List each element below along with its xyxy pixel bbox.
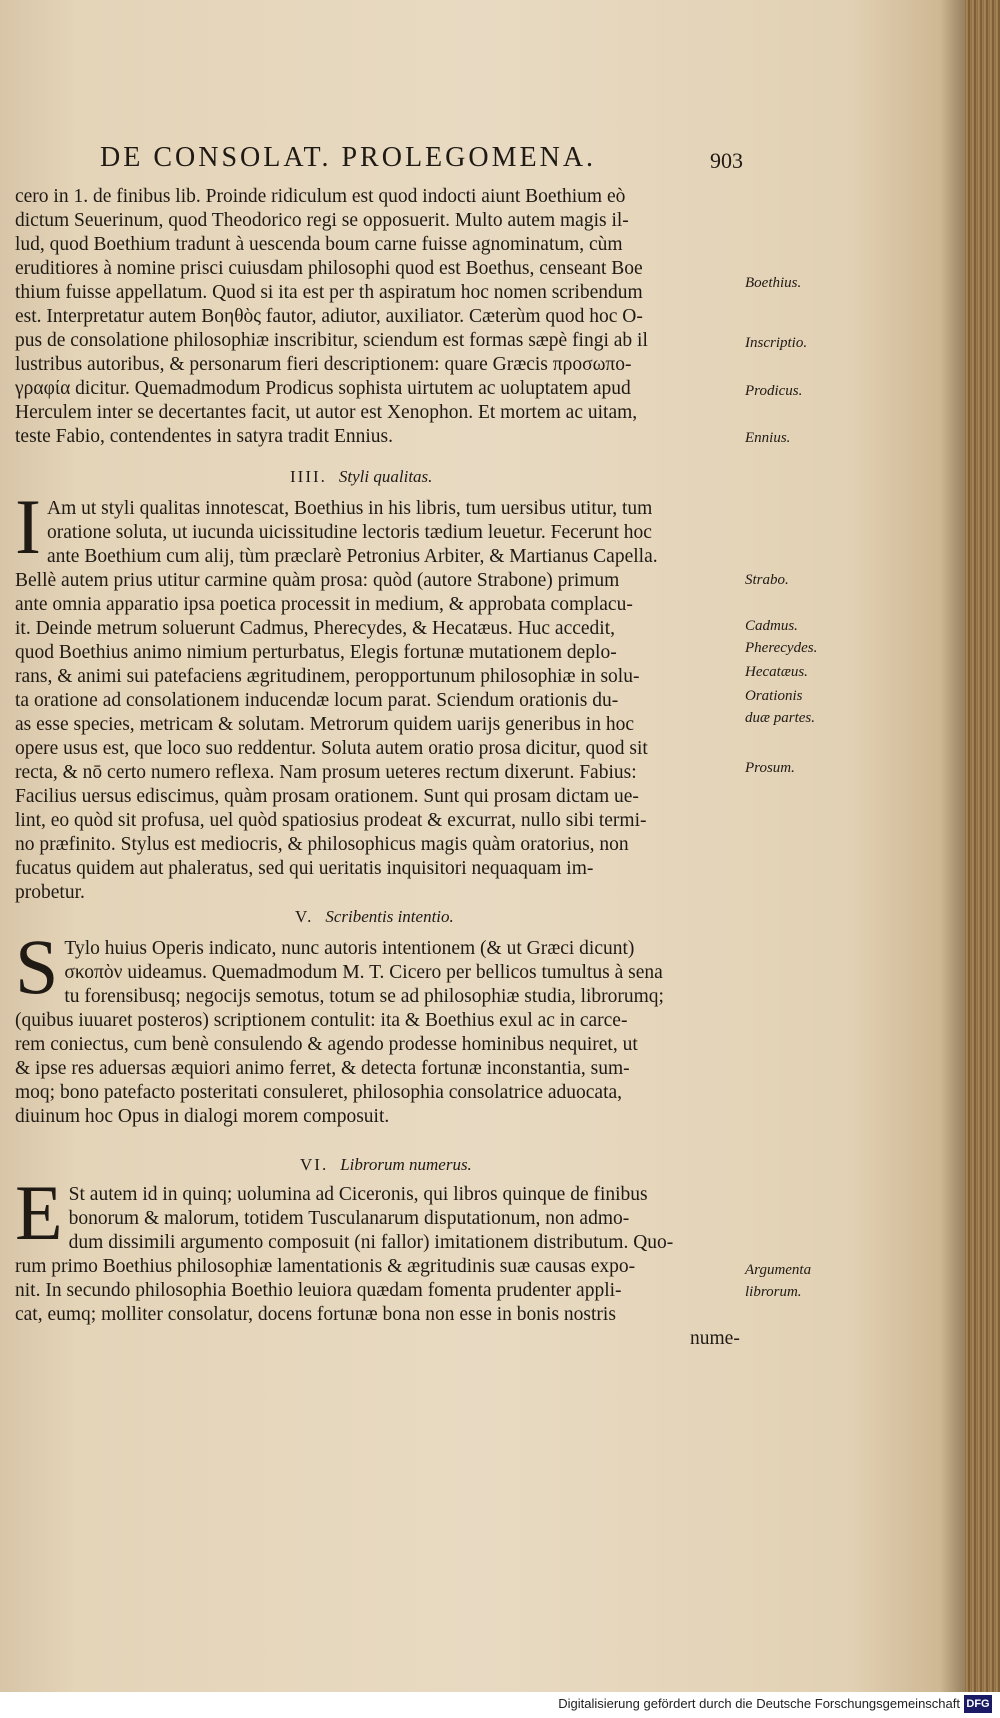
section-number: IIII. [290, 467, 327, 486]
margin-note-argumenta: Argumenta [745, 1262, 812, 1278]
section-number: V. [295, 907, 314, 926]
text-line: tu forensibusq; negocijs semotus, totum se ad philosophiæ studia, librorumq; [64, 986, 664, 1007]
margin-note-orationis: Orationis [745, 688, 803, 704]
margin-note-prosum: Prosum. [745, 760, 795, 776]
text-line: γραφία dicitur. Quemadmodum Prodicus sophista uirtutem ac uoluptatem apud [15, 378, 631, 399]
funding-credit: Digitalisierung gefördert durch die Deutsche Forschungsgemeinschaft [558, 1696, 960, 1711]
margin-note-hecataeus: Hecatæus. [745, 664, 808, 680]
text-line: rans, & animi sui patefaciens ægritudinem, peropportunum philosophiæ in solu- [15, 666, 640, 687]
text-line: ta oratione ad consolationem inducendæ locum parat. Sciendum orationis du- [15, 690, 619, 711]
margin-note-librorum: librorum. [745, 1284, 802, 1300]
text-line: dum dissimili argumento composuit (ni fallor) imitationem distributum. Quo- [68, 1232, 674, 1253]
text-line: rum primo Boethius philosophiæ lamentationis & ægritudinis suæ causas expo- [15, 1256, 636, 1277]
margin-note-strabo: Strabo. [745, 572, 789, 588]
gutter-shadow [940, 0, 965, 1692]
catchword: nume- [690, 1328, 740, 1349]
text-line: eruditiores à nomine prisci cuiusdam philosophi quod est Boethus, censeant Boe [15, 258, 643, 279]
text-line: ante omnia apparatio ipsa poetica processit in medium, & approbata complacu- [15, 594, 633, 615]
drop-cap: I [15, 483, 41, 570]
margin-note-prodicus: Prodicus. [745, 383, 803, 399]
text-line: it. Deinde metrum soluerunt Cadmus, Pherecydes, & Hecatæus. Huc accedit, [15, 618, 616, 639]
text-line: teste Fabio, contendentes in satyra tradit Ennius. [15, 426, 393, 447]
margin-note-inscriptio: Inscriptio. [745, 335, 808, 351]
text-line: moq; bono patefacto posteritati consuleret, philosophia consolatrice aduocata, [15, 1082, 623, 1103]
paragraph-scribentis-intentio [15, 923, 755, 1129]
drop-cap: E [15, 1169, 63, 1256]
text-line: dictum Seuerinum, quod Theodorico regi se opposuerit. Multo autem magis il- [15, 210, 629, 231]
text-line: lud, quod Boethium tradunt à uescenda boum carne fuisse agnominatum, cùm [15, 234, 623, 255]
text-line: recta, & nō certo numero reflexa. Nam prosum ueteres rectum dixerunt. Fabius: [15, 762, 637, 783]
section-title: Librorum numerus. [340, 1155, 472, 1174]
text-line: Facilius uersus ediscimus, quàm prosam orationem. Sunt qui prosam dictam ue- [15, 786, 639, 807]
text-line: no præfinito. Stylus est mediocris, & philosophicus magis quàm oratorius, non [15, 834, 629, 855]
text-line: oratione soluta, ut iucunda uicissitudine lectoris tædium leuetur. Fecerunt hoc [46, 522, 652, 543]
digitization-footer [0, 1692, 1000, 1718]
running-header: DE CONSOLAT. PROLEGOMENA. [100, 142, 597, 173]
dfg-logo: DFG [964, 1695, 992, 1713]
text-line: quod Boethius animo nimium perturbatus, Elegis fortunæ mutationem deplo- [15, 642, 617, 663]
page-number: 903 [710, 148, 743, 173]
margin-note-ennius: Ennius. [745, 430, 791, 446]
text-line: est. Interpretatur autem Βοηθὸς fautor, adiutor, auxiliator. Cæterùm quod hoc O- [15, 306, 643, 327]
text-line: Bellè autem prius utitur carmine quàm prosa: quòd (autore Strabone) primum [15, 570, 620, 591]
text-line: Herculem inter se decertantes facit, ut autor est Xenophon. Et mortem ac uitam, [15, 402, 638, 423]
section-heading-6 [300, 1155, 472, 1175]
text-line: Tylo huius Operis indicato, nunc autoris intentionem (& ut Græci dicunt) [64, 938, 635, 959]
drop-cap: S [15, 923, 59, 1010]
margin-note-pherecydes: Pherecydes. [745, 640, 818, 656]
paragraph-librorum-numerus [15, 1169, 755, 1327]
text-line: rem coniectus, cum benè consulendo & agendo prodesse hominibus nequiret, ut [15, 1034, 638, 1055]
text-line: as esse species, metricam & solutam. Metrorum quidem uarijs generibus in hoc [15, 714, 634, 735]
page-edges [965, 0, 1000, 1692]
text-line: cero in 1. de finibus lib. Proinde ridiculum est quod indocti aiunt Boethium eò [15, 186, 626, 207]
text-line: bonorum & malorum, totidem Tusculanarum disputationum, non admo- [68, 1208, 630, 1229]
text-line: ante Boethium cum alij, tùm præclarè Petronius Arbiter, & Martianus Capella. [46, 546, 658, 567]
margin-note-cadmus: Cadmus. [745, 618, 798, 634]
text-line: lustribus autoribus, & personarum fieri descriptionem: quare Græcis προσωπο- [15, 354, 632, 375]
text-line: σκοπὸν uideamus. Quemadmodum M. T. Cicero per bellicos tumultus à sena [64, 962, 663, 983]
section-heading-4 [290, 467, 432, 487]
text-line: thium fuisse appellatum. Quod si ita est per th aspiratum hoc nomen scribendum [15, 282, 643, 303]
section-number: VI. [300, 1155, 329, 1174]
text-line: probetur. [15, 882, 85, 903]
text-line: opere usus est, que loco suo reddentur. Soluta autem oratio prosa dicitur, quod sit [15, 738, 648, 759]
text-line: pus de consolatione philosophiæ inscribitur, sciendum est formas sæpè fingi ab il [15, 330, 648, 351]
section-title: Styli qualitas. [338, 467, 433, 486]
text-line: diuinum hoc Opus in dialogi morem composuit. [15, 1106, 390, 1127]
text-line: (quibus iuuaret posteros) scriptionem contulit: ita & Boethius exul ac in carce- [15, 1010, 628, 1031]
text-line: cat, eumq; molliter consolatur, docens fortunæ bona non esse in bonis nostris [15, 1304, 616, 1325]
text-line: lint, eo quòd sit profusa, uel quòd spatiosius prodeat & excurrat, nullo sibi termi- [15, 810, 647, 831]
paragraph-styli-qualitas [15, 483, 755, 905]
text-line: & ipse res aduersas æquiori animo ferret, & detecta fortunæ inconstantia, sum- [15, 1058, 630, 1079]
text-line: fucatus quidem aut phaleratus, sed qui ueritatis inquisitori nequaquam im- [15, 858, 594, 879]
paragraph-intro [15, 185, 755, 449]
section-heading-5 [295, 907, 454, 927]
margin-note-boethius: Boethius. [745, 275, 802, 291]
text-line: Am ut styli qualitas innotescat, Boethius in his libris, tum uersibus utitur, tum [46, 498, 653, 519]
section-title: Scribentis intentio. [325, 907, 454, 926]
margin-note-duae-partes: duæ partes. [745, 710, 816, 726]
text-line: St autem id in quinq; uolumina ad Ciceronis, qui libros quinque de finibus [68, 1184, 648, 1205]
text-line: nit. In secundo philosophia Boethio leuiora quædam fomenta prudenter appli- [15, 1280, 622, 1301]
